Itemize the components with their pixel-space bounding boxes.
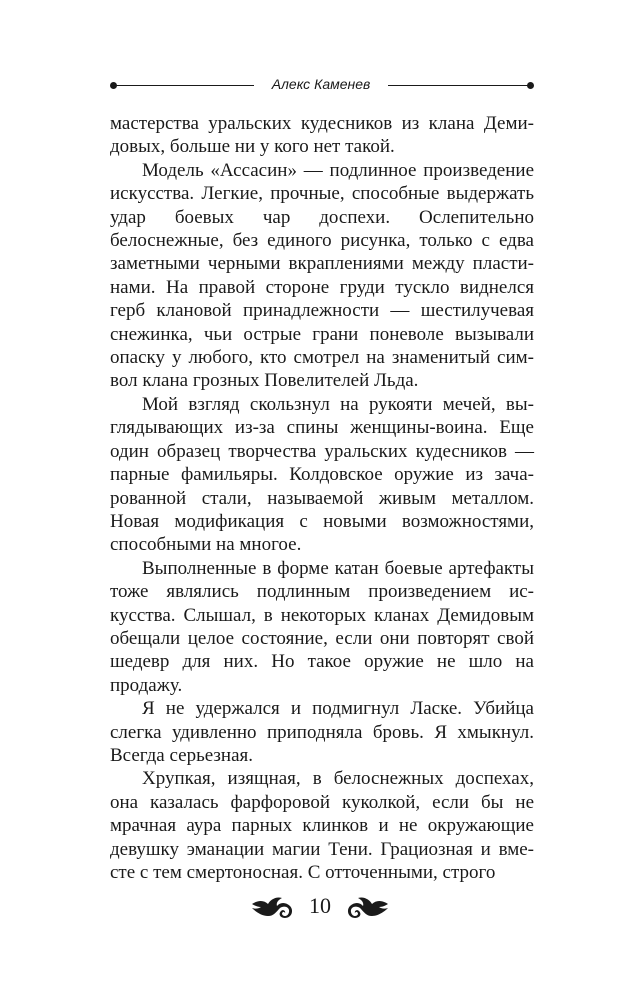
page-number: 10: [309, 893, 331, 918]
page-footer: [250, 890, 390, 926]
rule-left: [116, 85, 254, 86]
running-head-author: Алекс Каменев: [271, 76, 371, 92]
paragraph-6: Хрупкая, изящная, в белоснежных доспехах, она казалась фарфоровой куколкой, если бы не мрачная аура парных клинков и не окружающие девушку эманации магии Тени. Грациозная и вместе с тем смертоносная. С отточенными, строго: [110, 768, 534, 883]
rule-dot-right: [527, 82, 534, 89]
page-body: [110, 112, 534, 884]
paragraph-2: Модель «Ассасин» — подлинное произведение искусства. Легкие, прочные, способные выдержать удар боевых чар доспехи. Ослепительно белоснежные, без единого рисунка, только с едва заметными черными вкраплениями между пластинами. На правой стороне груди тускло виднелся герб клановой принадлежности — шестилучевая снежинка, чьи острые грани поневоле вызывали опаску у любого, кто смотрел на знаменитый символ клана грозных Повелителей Льда.: [110, 159, 534, 392]
rule-right: [388, 85, 528, 86]
ornament-left-icon: [250, 890, 296, 926]
paragraph-4: Выполненные в форме катан боевые артефакты тоже являлись подлинным произведением искусства. Слышал, в некоторых кланах Демидовым обещали целое состояние, если они повторят свой шедевр для них. Но такое оружие не шло на продажу.: [110, 557, 534, 696]
running-head: [110, 74, 534, 98]
ornament-right-icon: [344, 890, 390, 926]
paragraph-1: мастерства уральских кудесников из клана Демидовых, больше ни у кого нет такой.: [110, 113, 534, 158]
paragraph-5: Я не удержался и подмигнул Ласке. Убийца слегка удивленно приподняла бровь. Я хмыкнул. Всегда серьезная.: [110, 698, 534, 766]
paragraph-3: Мой взгляд скользнул на рукояти мечей, выглядывающих из-за спины женщины-воина. Еще один образец творчества уральских кудесников — парные фамильяры. Колдовское оружие из зачарованной стали, называемой живым металлом. Новая модификация с новыми возможностями, способными на многое.: [110, 393, 534, 556]
